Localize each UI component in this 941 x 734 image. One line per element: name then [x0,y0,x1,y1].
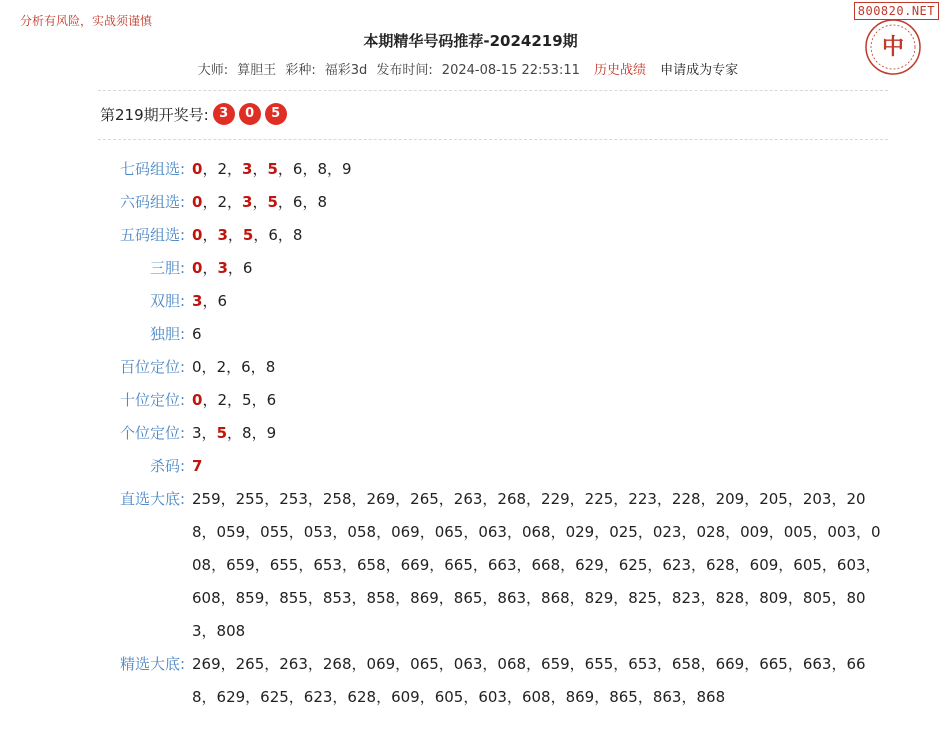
row-value: 0，3，5，6，8 [192,226,303,244]
hit-number: 5 [216,424,227,442]
draw-label: 第219期开奖号: [100,105,209,124]
row-label: 双胆: [149,292,185,310]
draw-ball: 0 [239,103,261,125]
number: 8 [317,160,328,178]
draw-ball: 5 [265,103,287,125]
draw-ball: 3 [213,103,235,125]
row-value: 0，2，3，5，6，8，9 [192,160,352,178]
number: 2 [217,160,227,178]
recommendation-row [0,648,941,714]
row-label: 五码组选: [119,226,185,244]
master-name: 算胆王 [237,63,277,78]
row-label: 十位定位: [119,391,185,409]
row-value [185,450,890,483]
recommendation-row [0,450,941,483]
meta-info [0,59,941,78]
row-value: 3，5，8，9 [192,424,277,442]
recommendation-row [0,153,941,186]
hit-number: 3 [242,160,253,178]
apply-expert-link[interactable]: 申请成为专家 [660,63,739,78]
number: 6 [268,226,278,244]
number: 6 [217,292,227,310]
number: 5 [242,391,252,409]
row-value: 0，2，6，8 [192,358,276,376]
history-record-link[interactable]: 历史战绩 [594,63,647,78]
hit-number: 0 [192,160,203,178]
number: 3 [192,424,202,442]
number: 6 [266,391,277,409]
page-title: 本期精华号码推荐-2024219期 [363,32,578,50]
row-label: 百位定位: [119,358,185,376]
row-label: 独胆: [149,325,185,343]
number: 6 [292,160,303,178]
row-value [185,318,890,351]
number: 8 [265,358,276,376]
recommendation-row [0,252,941,285]
hit-number: 3 [217,226,228,244]
number: 8 [242,424,252,442]
draw-result [100,103,287,125]
hit-number: 7 [192,457,203,475]
number: 6 [241,358,251,376]
recommendation-row [0,483,941,648]
publish-time: 2024-08-15 22:53:11 [441,63,580,78]
row-value: 259，255，253，258，269，265，263，268，229，225，223，228，209，205，203，208，059，055，053，058，069，065，063，068，029，025，023，028，009，005，003，008，659，655，653，658，669，665，663，668，629，625，623，628，609，605，603，608，859，855，853，858，869，865，863，868，829，825，823，828，809，805，803，808 [192,490,881,640]
recommendation-row [0,417,941,450]
number: 9 [342,160,352,178]
recommendation-row [0,186,941,219]
lottery-label: 彩种: [285,63,316,78]
row-label: 六码组选: [119,193,185,211]
number: 8 [292,226,303,244]
recommendation-list [0,153,941,714]
hit-number: 5 [242,226,254,244]
recommendation-row [0,384,941,417]
hit-number: 5 [267,193,278,211]
row-label: 三胆: [149,259,185,277]
recommendation-row [0,219,941,252]
recommendation-row [0,351,941,384]
hit-number: 5 [267,160,278,178]
hit-number: 0 [192,193,203,211]
recommendation-row [0,318,941,351]
recommendation-row [0,285,941,318]
number: 2 [217,193,227,211]
row-value: 0，2，3，5，6，8 [192,193,328,211]
hit-number: 3 [242,193,253,211]
row-value: 0，3，6 [192,259,253,277]
number: 2 [217,391,227,409]
hit-number: 0 [192,259,203,277]
lottery-type: 福彩3d [324,63,368,78]
risk-notice: 分析有风险，实战须谨慎 [20,14,153,28]
master-label: 大师: [197,63,229,78]
number: 9 [266,424,277,442]
logo-text: 800820.NET [854,2,939,20]
time-label: 发布时间: [376,63,433,78]
hit-number: 3 [192,292,203,310]
row-label: 精选大底: [119,655,185,673]
svg-text:中: 中 [881,35,905,60]
divider [98,90,888,91]
row-value: 0，2，5，6 [192,391,277,409]
row-value: 269，265，263，268，069，065，063，068，659，655，653，658，669，665，663，668，629，625，623，628，609，605，603，608，869，865，863，868 [192,655,866,706]
hit-number: 3 [217,259,228,277]
number: 6 [292,193,303,211]
hit-number: 0 [192,226,203,244]
row-label: 杀码: [149,457,185,475]
row-label: 直选大底: [119,490,185,508]
number: 8 [317,193,328,211]
number: 6 [192,325,202,343]
number: 0 [192,358,202,376]
hit-number: 0 [192,391,203,409]
divider [98,139,888,140]
row-label: 七码组选: [119,160,185,178]
row-label: 个位定位: [119,424,185,442]
row-value: 3，6 [192,292,227,310]
number: 6 [242,259,253,277]
number: 2 [216,358,227,376]
